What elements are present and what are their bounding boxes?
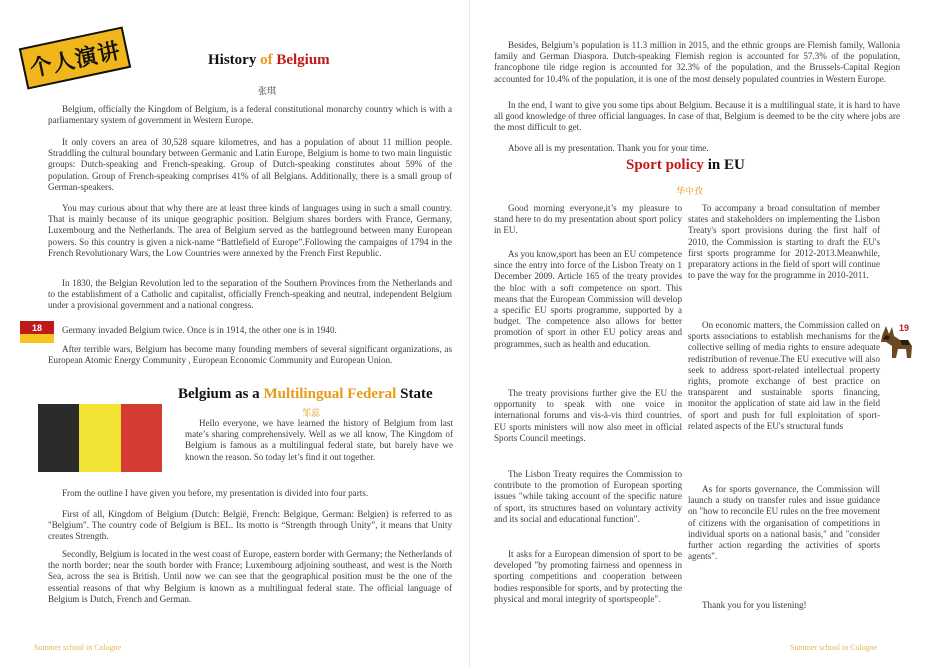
paragraph: It asks for a European dimension of sport to be developed "by promoting fairness and openness in sporting competitions and cooperation between bodies responsible for sports, and by protecting the physical and moral integrity of sportspeople". [494,549,682,604]
paragraph: It only covers an area of 30,528 square kilometres, and has a population of about 11 million people. Straddling the cultural boundary between Germanic and Latin Europe, Belgium is home to two main linguistic groups: Dutch-speaking and French-speaking. Group of Dutch-speaking constitutes about 59% of the population. Group of French-speaking comprises 41% of all Belgians. Additionally, there is a small group of German-speakers. [48,137,452,192]
paragraph: Secondly, Belgium is located in the west coast of Europe, eastern border with Germany; the Netherlands of the north border; near the south border with France; Luxembourg adjoining southeast, and west is the North Sea, across the sea is British. Until now we can see that the geographical position must be the one of the essential reasons of that why Belgium is known as a multilingual federal state. The official language of Belgium is Dutch, French and German. [48,549,452,604]
paragraph: The Lisbon Treaty requires the Commission to contribute to the promotion of European sporting issues "while taking account of the specific nature of sport, its structures based on voluntary activity and its social and educational function". [494,469,682,524]
paragraph: To accompany a broad consultation of member states and stakeholders on implementing the Lisbon Treaty's sport provisions during the first half of 2010, the Commission is starting to draft the EU's first sports programme for 2012-2013.Meanwhile, preparatory actions in the field of sport will continue to pave the way for the programme in 2010-2011. [688,203,880,281]
paragraph: As for sports governance, the Commission will launch a study on transfer rules and issue guidance on "how to reconcile EU rules on the free movement of citizens with the organisation of competitions in individual sports on a national basis," and "consider further action regarding the activities of sports agents". [688,484,880,562]
paragraph: Good morning everyone,it’s my pleasure to stand here to do my presentation about sport policy in EU. [494,203,682,236]
paragraph: In 1830, the Belgian Revolution led to the separation of the Southern Provinces from the Netherlands and to the establishment of a Catholic and capitalist, officially French-speaking and neutral, independent Belgium under a provisional government and a national congress. [48,278,452,311]
page-number-stripe [20,334,54,343]
title-part: Multilingual Federal [263,386,397,402]
paragraph: On economic matters, the Commission called on sports associations to establish mechanisms for the collective selling of media rights to ensure adequate redistribution of revenue.The EU executive will also seek to address sport-related intellectual property rights, promote exchange of best practice on transparent and sustainable sports financing, monitor the application of state aid law in the field of sport and push for full exploitation of sport-related aspects of the EU's structural funds [688,320,880,431]
footer-text: Summer school in Cologne [790,643,878,652]
title-part: of [260,52,277,68]
paragraph: First of all, Kingdom of Belgium (Dutch: België, French: Belgique, German: Belgien) is referred to as "Belgium". The country code of Belgium is BEL. Its motto is “Strength through Unity”, it means that Unity creates Strength. [48,509,452,542]
footer-text: Summer school in Cologne [34,643,122,652]
page-number: 19 [890,321,918,334]
author-name: 邹蕊 [302,409,321,419]
speech-banner [19,26,131,89]
author-name: 华中孜 [676,187,704,197]
page-number-badge [20,321,54,343]
paragraph: You may curious about that why there are at least three kinds of languages using in such a small country. That is mainly because of its unique geographic position. Belgium shares borders with France, Germany, Luxembourg and the Netherlands. The area of Belgium served as the battleground between many European powers. So this country is given a nick-name “Battlefield of Europe”.Following the campaigns of 1794 in the French Revolutionary Wars, the Low Countries were annexed by the French First Republic. [48,203,452,258]
page-number: 18 [20,321,54,334]
banner-text: 个人演讲 [27,38,124,82]
flag-stripe-red [121,404,162,472]
paragraph: Germany invaded Belgium twice. Once is in 1914, the other one is in 1940. [62,325,337,335]
title-part: Belgium [276,52,330,68]
dog-icon [878,318,916,360]
paragraph: In the end, I want to give you some tips about Belgium. Because it is a multilingual state, it is hard to have all good knowledge of three official languages. In case of that, Belgium is deemed to be the city where jobs are the most difficult to get. [494,100,900,133]
belgium-flag [38,404,162,472]
flag-stripe-black [38,404,79,472]
title-part: in EU [703,157,745,173]
title-part: Belgium as a [178,386,264,402]
author-name: 张琪 [258,87,277,97]
title-part: State [396,386,433,402]
right-page [470,0,940,667]
paragraph: From the outline I have given you before, my presentation is divided into four parts. [62,488,369,498]
paragraph: Thank you for you listening! [702,600,807,610]
title-part: History [208,52,261,68]
article-title-multilingual [178,386,433,403]
paragraph: Above all is my presentation. Thank you for your time. [508,143,709,153]
article-title-history [208,52,330,69]
article-title-sport [626,157,745,174]
title-part: Sport policy [626,157,704,173]
paragraph: Besides, Belgium’s population is 11.3 million in 2015, and the ethnic groups are Flemish family, Wallonia family and German Diaspora. Dutch-speaking Flemish region is accounted for 57.3% of the population, francophone tile ridge region is accounted for 32.3% of the population, and the Brussels-Capital Region accounted for 10.4% of the population, it is one of the most densely populated countries in Western Europe. [494,40,900,84]
paragraph: Belgium, officially the Kingdom of Belgium, is a federal constitutional monarchy country which is with a parliamentary system of government in Western Europe. [48,104,452,126]
flag-stripe-yellow [79,404,120,472]
paragraph: After terrible wars, Belgium has become many founding members of several significant organizations, as European Atomic Energy Community , European Economic Community and European Union. [48,344,452,366]
paragraph: The treaty provisions further give the EU the opportunity to speak with one voice in international forums and vis-à-vis third countries. EU sports ministers will now also meet in official Sports Council meetings. [494,388,682,443]
paragraph: Hello everyone, we have learned the history of Belgium from last mate’s sharing comprehensively. Well as we all know, The Kingdom of Belgium is famous as a multilingual federal state, but barely have we known the reason. So today let’s find it out together. [185,418,453,462]
paragraph: As you know,sport has been an EU competence since the entry into force of the Lisbon Treaty on 1 December 2009. Article 165 of the treaty provides the bloc with a soft competence on sport. This means that the European Commission will develop a specific EU sports programme, supported by a budget. The competence also allows for better promotion of sport in other EU policy areas and programmes, such as health and education. [494,249,682,349]
